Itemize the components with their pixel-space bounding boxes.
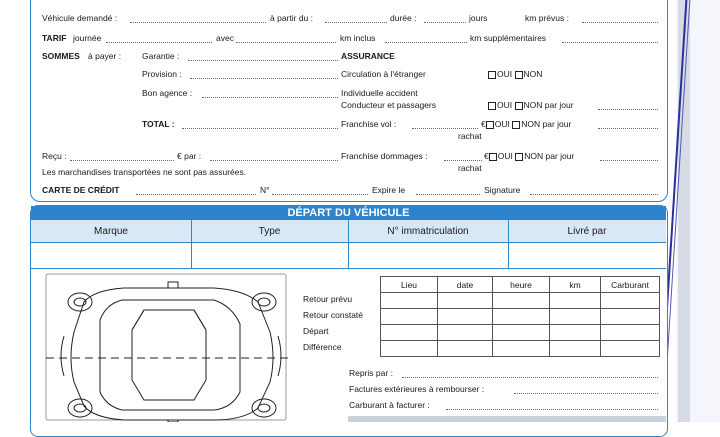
individuelle-options (488, 100, 574, 110)
carte-credit-field[interactable] (136, 194, 256, 195)
car-diagram-icon[interactable] (44, 272, 294, 422)
table-row (381, 325, 660, 341)
signature-label: Signature (484, 185, 521, 195)
checkbox-icon[interactable] (515, 102, 523, 110)
depart-title: DÉPART DU VÉHICULE (31, 206, 666, 220)
duree-label: durée : (390, 13, 417, 23)
recu-field[interactable] (70, 160, 174, 161)
provision-field[interactable] (190, 78, 338, 79)
km-supp-price-field[interactable] (562, 42, 658, 43)
retour-table (380, 276, 660, 357)
a-partir-du-label: à partir du : (270, 13, 313, 23)
recu-par-field[interactable] (210, 160, 338, 161)
vehicule-demande-label: Véhicule demandé : (42, 13, 118, 23)
circulation-options (488, 69, 542, 79)
oui-label: OUI (497, 69, 513, 79)
vehicule-demande-field[interactable] (130, 22, 266, 23)
recu-label: Reçu : (42, 151, 67, 161)
non-par-jour-label: NON par jour (523, 100, 574, 110)
table-row (381, 309, 660, 325)
duree-field[interactable] (424, 22, 466, 23)
carburant-facturer-field[interactable] (446, 409, 658, 410)
retour-constate-label: Retour constaté (303, 310, 364, 320)
euro-label: € (481, 119, 486, 129)
col-type: Type (258, 226, 281, 237)
oui-label: OUI (494, 119, 510, 129)
page-shadow (678, 0, 690, 422)
col-lieu: Lieu (381, 277, 438, 293)
checkbox-icon[interactable] (515, 71, 523, 79)
checkbox-icon[interactable] (512, 121, 520, 129)
jours-label: jours (469, 13, 488, 23)
franchise-vol-field[interactable] (412, 128, 478, 129)
bon-agence-field[interactable] (202, 97, 338, 98)
conducteur-label: Conducteur et passagers (341, 100, 436, 110)
sommes-label: SOMMES (42, 51, 80, 61)
repris-par-field[interactable] (402, 377, 658, 378)
euro-label: € (484, 151, 489, 161)
garantie-label: Garantie : (142, 51, 180, 61)
checkbox-icon[interactable] (488, 102, 496, 110)
repris-par-label: Repris par : (349, 368, 393, 378)
factures-label: Factures extérieures à rembourser : (349, 384, 485, 394)
tarif-journee-field[interactable] (106, 42, 212, 43)
depart-label: Départ (303, 326, 329, 336)
signature-field[interactable] (530, 194, 658, 195)
carte-credit-label: CARTE DE CRÉDIT (42, 185, 120, 195)
avec-label: avec (216, 33, 234, 43)
col-carburant: Carburant (601, 277, 660, 293)
checkbox-icon[interactable] (486, 121, 494, 129)
km-prevus-label: km prévus : (525, 13, 569, 23)
assurance-title: ASSURANCE (341, 51, 395, 61)
oui-label: OUI (497, 100, 513, 110)
rachat-label: rachat (458, 131, 482, 141)
a-payer-label: à payer : (88, 51, 122, 61)
checkbox-icon[interactable] (488, 71, 496, 79)
franchise-vol-price-field[interactable] (598, 128, 658, 129)
col-marque: Marque (94, 226, 128, 237)
col-heure: heure (493, 277, 550, 293)
table-row (381, 293, 660, 309)
factures-field[interactable] (514, 393, 658, 394)
franchise-dommages-field[interactable] (444, 160, 482, 161)
provision-label: Provision : (142, 69, 182, 79)
individuelle-label: Individuelle accident (341, 88, 418, 98)
col-livre-par: Livré par (567, 226, 607, 237)
franchise-dommages-price-field[interactable] (600, 160, 658, 161)
non-par-jour-label: NON par jour (524, 151, 575, 161)
km-prevus-field[interactable] (582, 22, 658, 23)
checkbox-icon[interactable] (489, 153, 497, 161)
expire-field[interactable] (416, 194, 480, 195)
oui-label: OUI (497, 151, 513, 161)
km-supp-field[interactable] (385, 42, 467, 43)
journee-label: journée (73, 33, 102, 43)
franchise-vol-label: Franchise vol : (341, 119, 397, 129)
carburant-facturer-label: Carburant à facturer : (349, 400, 430, 410)
marchandises-notice: Les marchandises transportées ne sont pas assurées. (42, 167, 247, 177)
tarif-label: TARIF (42, 33, 67, 43)
total-field[interactable] (182, 128, 338, 129)
numero-label: N° (260, 185, 270, 195)
km-supp-label: km supplémentaires (470, 33, 547, 43)
euro-par-label: € par : (177, 151, 202, 161)
bon-agence-label: Bon agence : (142, 88, 193, 98)
col-immatriculation: N° immatriculation (387, 226, 469, 237)
col-date: date (438, 277, 493, 293)
franchise-dommages-label: Franchise dommages : (341, 151, 428, 161)
numero-field[interactable] (272, 194, 368, 195)
bottom-strip (348, 416, 666, 422)
col-km: km (550, 277, 601, 293)
garantie-field[interactable] (188, 60, 338, 61)
retour-prevu-label: Retour prévu (303, 294, 353, 304)
km-inclus-label: km inclus (340, 33, 376, 43)
a-partir-du-field[interactable] (325, 22, 387, 23)
rachat-label-2: rachat (458, 163, 482, 173)
individuelle-price-field[interactable] (598, 109, 658, 110)
circulation-label: Circulation à l'étranger (341, 69, 426, 79)
total-label: TOTAL : (142, 119, 175, 129)
franchise-vol-options (481, 119, 571, 129)
franchise-dommages-options (484, 151, 574, 161)
km-inclus-field[interactable] (236, 42, 336, 43)
non-par-jour-label: NON par jour (521, 119, 572, 129)
expire-label: Expire le (372, 185, 406, 195)
depart-row-bottom (31, 268, 666, 269)
non-label: NON (523, 69, 543, 79)
checkbox-icon[interactable] (515, 153, 523, 161)
table-row (381, 341, 660, 357)
difference-label: Différence (303, 342, 342, 352)
